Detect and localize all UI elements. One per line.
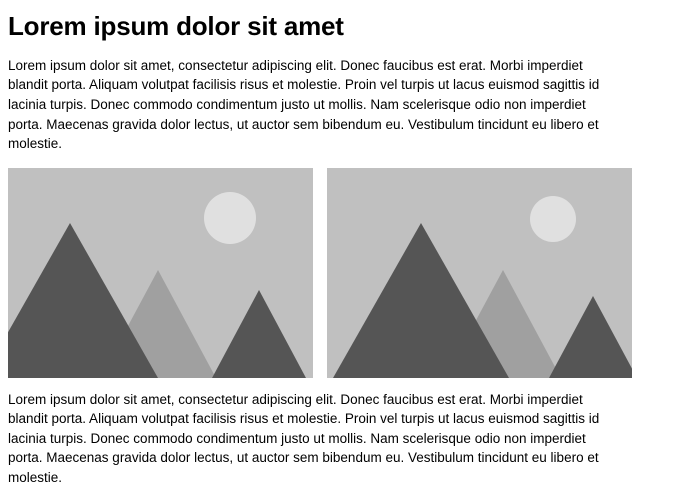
figure-row	[8, 168, 668, 378]
sun-icon	[530, 196, 576, 242]
mountain-peak-right	[212, 287, 306, 378]
image-mountain-right	[327, 168, 632, 378]
image-mountain-left	[8, 168, 313, 378]
page-title: Lorem ipsum dolor sit amet	[8, 11, 344, 41]
mountain-peak-right	[549, 293, 632, 378]
intro-paragraph: Lorem ipsum dolor sit amet, consectetur adipiscing elit. Donec faucibus est erat. Morbi imperdiet blandit porta. Aliquam volutpat facilisis risus et molestie. Proin vel turpis ut lacus euismod sagittis id lacinia turpis. Donec commodo condimentum justo ut mollis. Nam scelerisque odio non imperdiet porta. Maecenas gravida dolor lectus, ut auctor sem bibendum eu. Vestibulum tincidunt eu libero et molestie.	[8, 57, 600, 152]
sun-icon	[204, 192, 256, 244]
mountain-peak-left	[8, 220, 158, 378]
closing-paragraph: Lorem ipsum dolor sit amet, consectetur adipiscing elit. Donec faucibus est erat. Morbi imperdiet blandit porta. Aliquam volutpat facilisis risus et molestie. Proin vel turpis ut lacus euismod sagittis id lacinia turpis. Donec commodo condimentum justo ut mollis. Nam scelerisque odio non imperdiet porta. Maecenas gravida dolor lectus, ut auctor sem bibendum eu. Vestibulum tincidunt eu libero et molestie.	[8, 391, 600, 485]
mountain-peak-left	[333, 220, 509, 378]
